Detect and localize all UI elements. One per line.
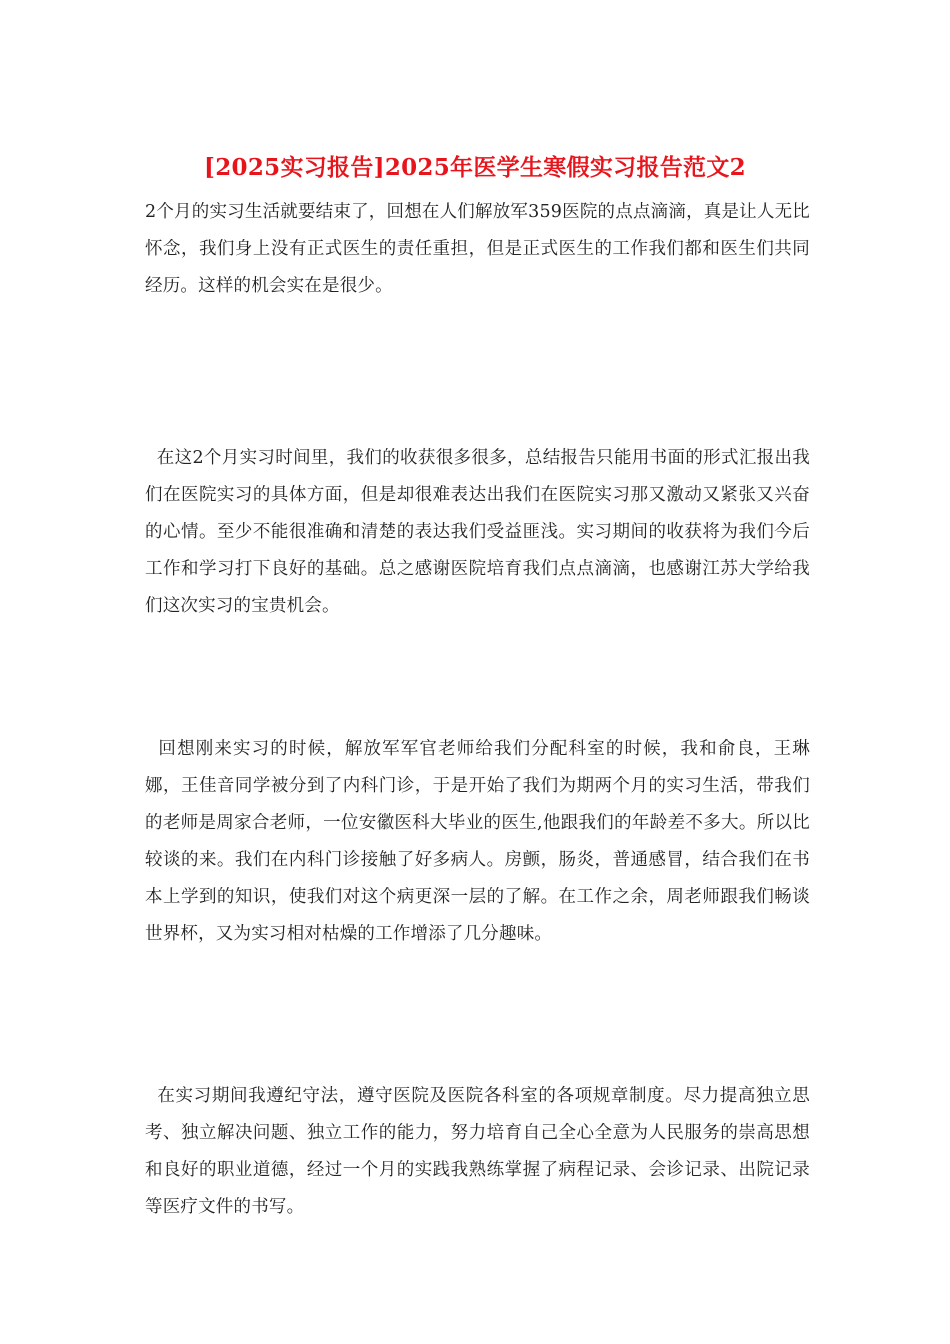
paragraph-3: 回想刚来实习的时候，解放军军官老师给我们分配科室的时候，我和俞良，王琳娜，王佳音同学被分到了内科门诊，于是开始了我们为期两个月的实习生活，带我们的老师是周家合老师，一位安徽医科大毕业的医生,他跟我们的年龄差不多大。所以比较谈的来。我们在内科门诊接触了好多病人。房颤，肠炎，普通感冒，结合我们在书本上学到的知识，使我们对这个病更深一层的了解。在工作之余，周老师跟我们畅谈世界杯，又为实习相对枯燥的工作增添了几分趣味。 — [145, 739, 811, 944]
paragraph-4: 在实习期间我遵纪守法，遵守医院及医院各科室的各项规章制度。尽力提高独立思考、独立解决问题、独立工作的能力，努力培育自己全心全意为人民服务的崇高思想和良好的职业道德，经过一个月的实践我熟练掌握了病程记录、会诊记录、出院记录等医疗文件的书写。 — [145, 1086, 810, 1217]
paragraph-1: 2个月的实习生活就要结束了，回想在人们解放军359医院的点点滴滴，真是让人无比怀念，我们身上没有正式医生的责任重担，但是正式医生的工作我们都和医生们共同经历。这样的机会实在是很少。 — [145, 202, 810, 296]
paragraph-2: 在这2个月实习时间里，我们的收获很多很多，总结报告只能用书面的形式汇报出我们在医院实习的具体方面，但是却很难表达出我们在医院实习那又激动又紧张又兴奋的心情。至少不能很准确和清楚的表达我们受益匪浅。实习期间的收获将为我们今后工作和学习打下良好的基础。总之感谢医院培育我们点点滴滴，也感谢江苏大学给我们这次实习的宝贵机会。 — [145, 448, 811, 616]
document-title: [2025实习报告]2025年医学生寒假实习报告范文2 — [204, 154, 746, 181]
